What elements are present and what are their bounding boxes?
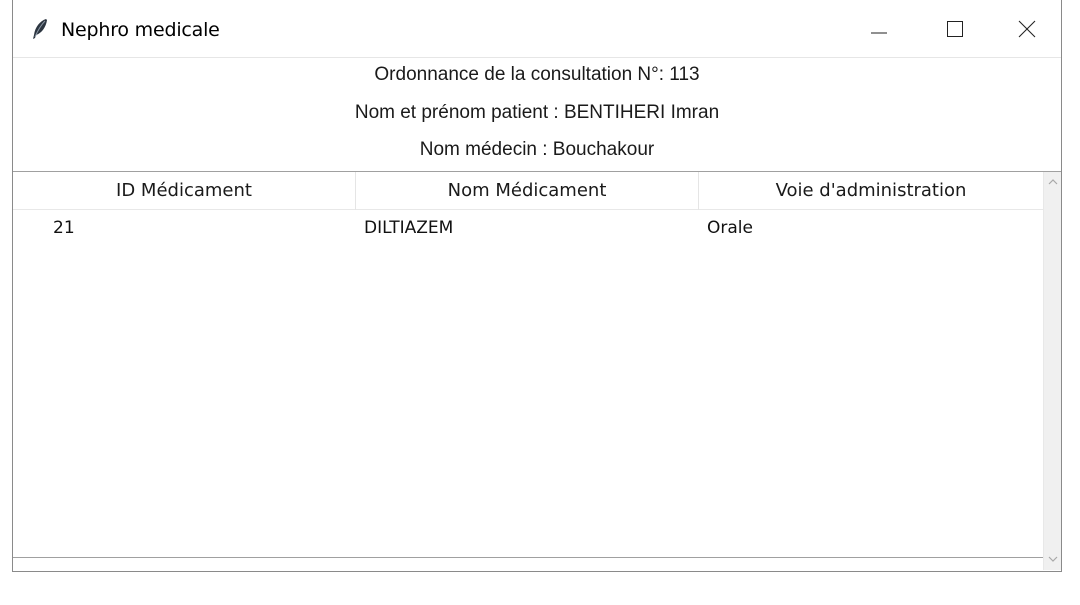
close-button[interactable] [991,0,1063,58]
table-body [13,210,1043,570]
chevron-up-icon [1048,178,1058,185]
consultation-number: Ordonnance de la consultation N°: 113 [374,64,700,85]
window-title: Nephro medicale [61,19,220,41]
minimize-icon [870,20,888,38]
column-header-name[interactable]: Nom Médicament [356,172,699,210]
doctor-name: Nom médecin : Bouchakour [419,139,655,160]
maximize-icon [946,20,964,38]
scroll-down-button[interactable] [1044,550,1061,570]
chevron-down-icon [1048,556,1058,563]
table-bottom-border [13,557,1043,558]
column-header-id[interactable]: ID Médicament [13,172,356,210]
minimize-button[interactable] [843,0,915,58]
cell-name: DILTIAZEM [364,218,454,238]
scroll-up-button[interactable] [1044,172,1061,192]
close-icon [1018,20,1036,38]
patient-name: Nom et prénom patient : BENTIHERI Imran [354,102,720,123]
column-header-route[interactable]: Voie d'administration [775,180,967,201]
medication-table[interactable] [13,171,1061,571]
table-header [13,172,1043,210]
maximize-button[interactable] [919,0,991,58]
table-row[interactable] [13,210,1043,246]
cell-id: 21 [53,218,75,238]
feather-icon [31,18,49,40]
app-window [12,0,1062,572]
content-area [13,58,1061,571]
title-bar[interactable] [13,0,1061,58]
cell-route: Orale [707,218,753,238]
vertical-scrollbar[interactable] [1043,172,1061,570]
